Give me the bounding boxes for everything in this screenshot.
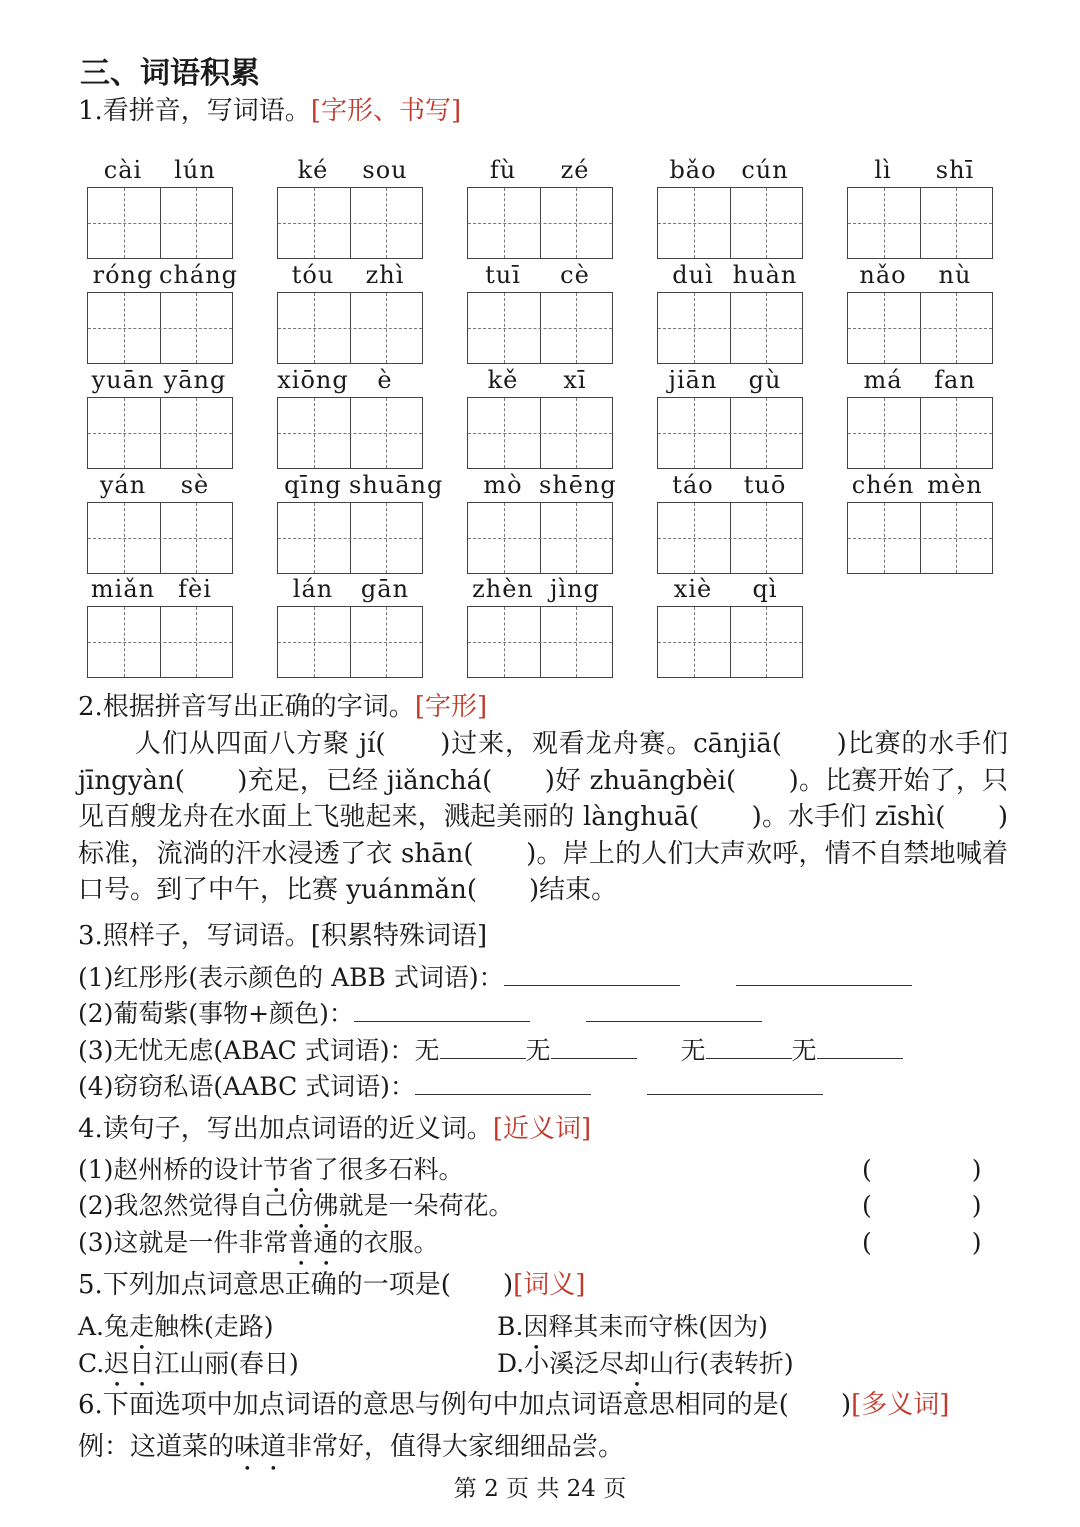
writing-box[interactable] xyxy=(467,606,613,678)
writing-box[interactable] xyxy=(467,397,613,469)
q2-tag: [字形] xyxy=(414,692,488,722)
q3-heading: 3.照样子，写词语。[积累特殊词语] xyxy=(78,921,488,951)
writing-box[interactable] xyxy=(847,502,993,574)
writing-box[interactable] xyxy=(847,187,993,259)
q4-sentence-3: (3)这就是一件非常普通的衣服。 xyxy=(78,1228,439,1257)
q5-option-b[interactable]: B.因释其耒而守株(因为) xyxy=(497,1312,768,1341)
writing-box[interactable] xyxy=(277,187,423,259)
q4-answer-paren-1[interactable]: ( ) xyxy=(862,1155,982,1184)
writing-box[interactable] xyxy=(467,187,613,259)
section-title: 三、词语积累 xyxy=(80,56,260,91)
q2-label: 2.根据拼音写出正确的字词。 xyxy=(78,692,415,722)
answer-line[interactable] xyxy=(551,1034,637,1059)
answer-line[interactable] xyxy=(586,997,762,1022)
q4-answer-paren-2[interactable]: ( ) xyxy=(862,1191,982,1220)
writing-box[interactable] xyxy=(657,187,803,259)
q5-heading: 5.下列加点词意思正确的一项是( )[词义] xyxy=(78,1270,586,1300)
q3-item-1: (1)红彤彤(表示颜色的 ABB 式词语)： xyxy=(78,958,912,994)
q5-option-a[interactable]: A.兔走触株(走路) xyxy=(78,1312,274,1341)
writing-box[interactable] xyxy=(657,606,803,678)
q5-option-d[interactable]: D.小溪泛尽却山行(表转折) xyxy=(497,1349,794,1378)
q5-option-c[interactable]: C.迟日江山丽(春日) xyxy=(78,1349,299,1378)
answer-line[interactable] xyxy=(504,961,680,986)
page-footer: 第 2 页 共 24 页 xyxy=(453,1476,627,1502)
writing-box[interactable] xyxy=(277,397,423,469)
q3-item-3: (3)无忧无虑(ABAC 式词语)：无 无 无 无 xyxy=(78,1031,903,1067)
q2-passage-text: 人们从四面八方聚 jí( )过来，观看龙舟赛。cānjiā( )比赛的水手们 jīngyàn( )充足，已经 jiǎnchá( )好 zhuāngbèi( )。比赛开始了，只见百艘龙舟在水面上飞驰起来，溅起美丽的 lànghuā( )。水手们 zīshì( )标准，流淌的汗水浸透了衣 shān( )。岸上的人们大声欢呼，情不自禁地喊着口号。到了中午，比赛 yuánmǎn( )结束。 xyxy=(78,729,1008,905)
writing-box[interactable] xyxy=(657,502,803,574)
answer-line[interactable] xyxy=(415,1070,591,1095)
answer-line[interactable] xyxy=(817,1034,903,1059)
q6-heading: 6.下面选项中加点词语的意思与例句中加点词语意思相同的是( )[多义词] xyxy=(78,1390,950,1420)
q4-heading: 4.读句子，写出加点词语的近义词。[近义词] xyxy=(78,1114,592,1144)
writing-box[interactable] xyxy=(87,606,233,678)
answer-line[interactable] xyxy=(736,961,912,986)
q4-sentence-1: (1)赵州桥的设计节省了很多石料。 xyxy=(78,1155,464,1184)
writing-box[interactable] xyxy=(87,397,233,469)
q1-heading xyxy=(78,90,461,127)
q1-label: 1.看拼音，写词语。 xyxy=(78,96,311,126)
answer-line[interactable] xyxy=(440,1034,526,1059)
q4-answer-paren-3[interactable]: ( ) xyxy=(862,1228,982,1257)
writing-box[interactable] xyxy=(277,606,423,678)
q3-item-2: (2)葡萄紫(事物+颜色)： xyxy=(78,994,762,1030)
writing-box[interactable] xyxy=(87,187,233,259)
q4-sentence-2: (2)我忽然觉得自己仿佛就是一朵荷花。 xyxy=(78,1191,514,1220)
q6-example: 例：这道菜的味道非常好，值得大家细细品尝。 xyxy=(78,1432,625,1462)
writing-box[interactable] xyxy=(847,397,993,469)
writing-box[interactable] xyxy=(847,292,993,364)
answer-line[interactable] xyxy=(706,1034,792,1059)
q2-passage xyxy=(78,726,1008,909)
answer-line[interactable] xyxy=(354,997,530,1022)
q1-tag: [字形、书写] xyxy=(310,96,462,126)
q2-heading xyxy=(78,686,487,723)
writing-box[interactable] xyxy=(657,292,803,364)
writing-box[interactable] xyxy=(467,292,613,364)
writing-box[interactable] xyxy=(657,397,803,469)
q3-item-4: (4)窃窃私语(AABC 式词语)： xyxy=(78,1067,823,1103)
answer-line[interactable] xyxy=(647,1070,823,1095)
writing-box[interactable] xyxy=(87,292,233,364)
writing-box[interactable] xyxy=(277,292,423,364)
writing-box[interactable] xyxy=(87,502,233,574)
writing-box[interactable] xyxy=(467,502,613,574)
writing-box[interactable] xyxy=(277,502,423,574)
